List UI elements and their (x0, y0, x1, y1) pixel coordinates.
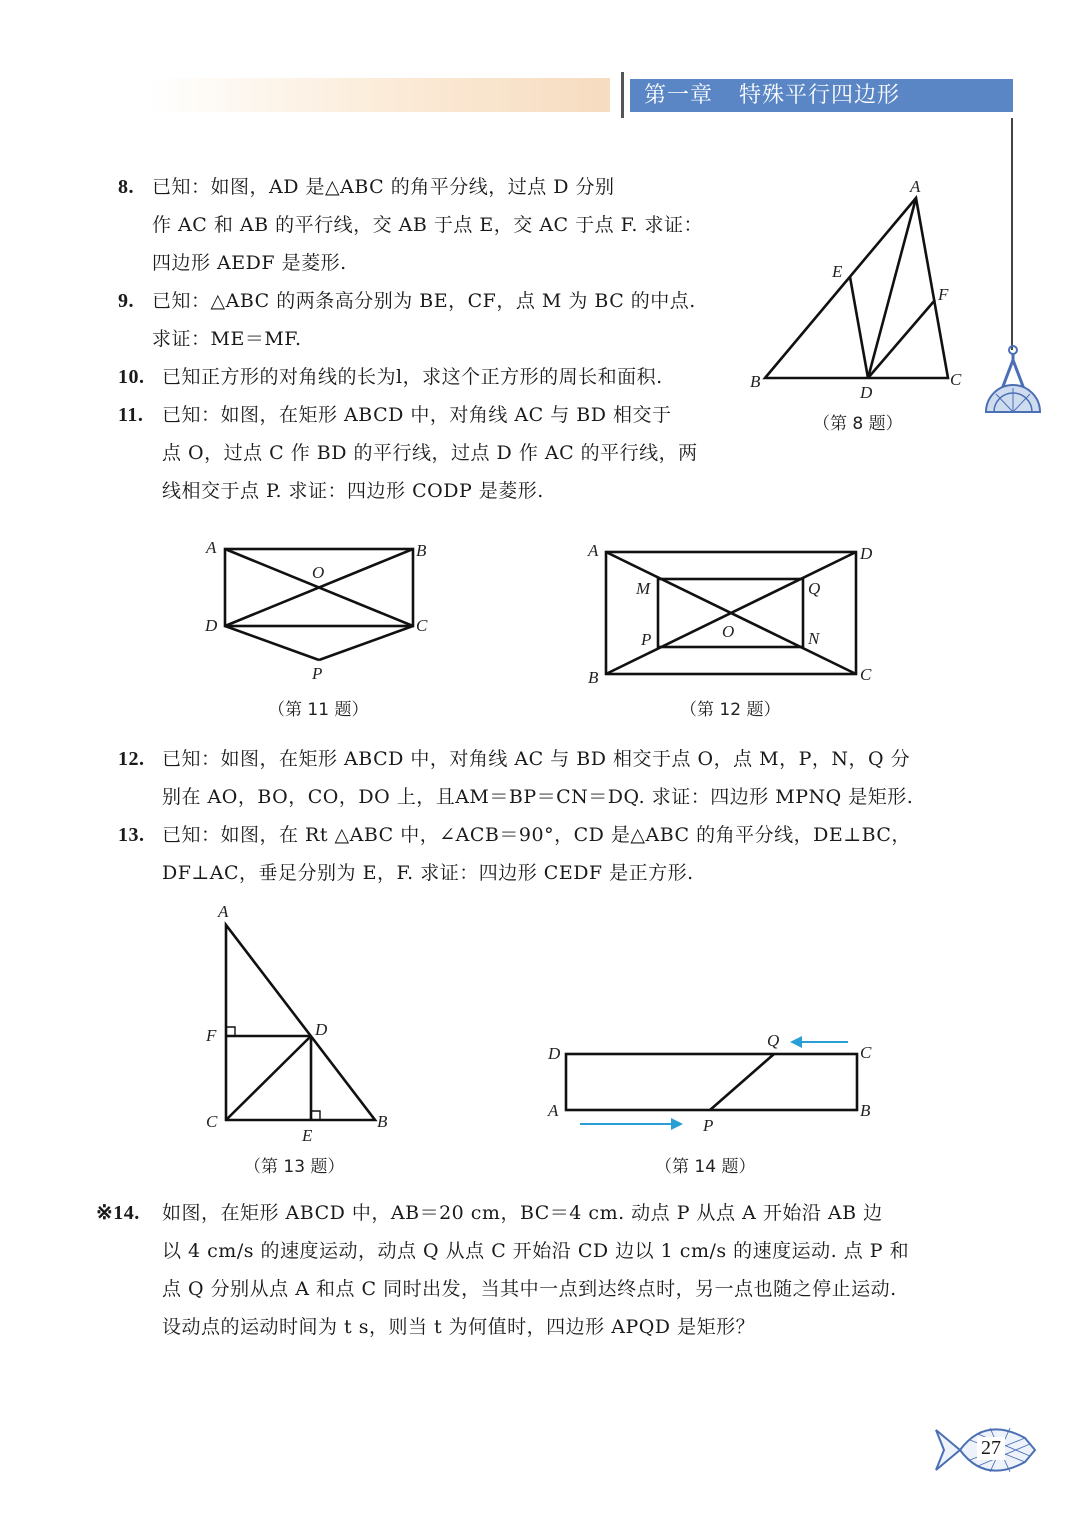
figure-11-caption: （第 11 题） (268, 700, 369, 720)
header-gradient-band (150, 78, 610, 112)
problem-text-line: 以 4 cm/s 的速度运动，动点 Q 从点 C 开始沿 CD 边以 1 cm/s 的速度运动. 点 P 和 (162, 1240, 910, 1262)
label-P: P (641, 630, 652, 649)
label-D: D (548, 1044, 561, 1063)
problem-text-line: 线相交于点 P. 求证：四边形 CODP 是菱形. (162, 480, 544, 502)
problem-text-line: 已知：如图，AD 是△ABC 的角平分线，过点 D 分别 (152, 176, 615, 198)
label-F: F (206, 1026, 217, 1045)
problem-text-line: DF⊥AC，垂足分别为 E，F. 求证：四边形 CEDF 是正方形. (162, 862, 694, 884)
problem-number: 10. (118, 366, 145, 388)
label-D: D (205, 616, 218, 635)
problem-number: ※14. (96, 1202, 140, 1224)
label-D: D (315, 1020, 328, 1039)
problem-text-line: 如图，在矩形 ABCD 中，AB＝20 cm，BC＝4 cm. 动点 P 从点 A 开始沿 AB 边 (162, 1202, 883, 1224)
label-B: B (750, 372, 761, 391)
label-A: A (548, 1101, 559, 1120)
arrow-right-icon (580, 1118, 683, 1130)
side-rule (1011, 118, 1013, 350)
label-D: D (860, 544, 873, 563)
figure-13-caption: （第 13 题） (244, 1157, 345, 1177)
label-E: E (832, 262, 843, 281)
label-A: A (206, 538, 217, 557)
problem-number: 8. (118, 176, 134, 198)
arrow-left-icon (790, 1036, 848, 1048)
label-P: P (312, 664, 323, 683)
label-C: C (860, 665, 872, 684)
label-B: B (416, 541, 427, 560)
chapter-number: 第一章 (644, 83, 714, 108)
problem-text-line: 点 O，过点 C 作 BD 的平行线，过点 D 作 AC 的平行线，两 (162, 442, 698, 464)
problem-text-line: 已知：△ABC 的两条高分别为 BE，CF，点 M 为 BC 的中点. (152, 290, 696, 312)
problem-number: 12. (118, 748, 145, 770)
header-divider (621, 72, 624, 118)
label-A: A (218, 902, 229, 921)
label-B: B (377, 1112, 388, 1131)
label-D: D (860, 383, 873, 402)
label-O: O (312, 563, 325, 582)
problem-text-line: 求证：ME＝MF. (152, 328, 302, 350)
problem-number: 13. (118, 824, 145, 846)
problem-text-line: 设动点的运动时间为 t s，则当 t 为何值时，四边形 APQD 是矩形？ (162, 1316, 756, 1338)
label-O: O (722, 622, 735, 641)
compass-protractor-icon (982, 342, 1044, 416)
label-M: M (636, 579, 651, 598)
page-number: 27 (977, 1437, 1005, 1460)
label-Q: Q (808, 579, 821, 598)
label-N: N (808, 629, 820, 648)
label-C: C (416, 616, 428, 635)
label-Q: Q (767, 1031, 780, 1050)
label-P: P (703, 1116, 714, 1135)
label-C: C (950, 370, 962, 389)
problem-text-line: 已知：如图，在 Rt △ABC 中，∠ACB＝90°，CD 是△ABC 的角平分线，DE⊥BC， (162, 824, 911, 846)
label-A: A (910, 177, 921, 196)
figure-13 (195, 898, 395, 1148)
problem-number: 11. (118, 404, 144, 426)
label-C: C (206, 1112, 218, 1131)
problem-text-line: 已知：如图，在矩形 ABCD 中，对角线 AC 与 BD 相交于 (162, 404, 672, 426)
problem-text-line: 已知：如图，在矩形 ABCD 中，对角线 AC 与 BD 相交于点 O，点 M，P，N，Q 分 (162, 748, 911, 770)
figure-8 (740, 172, 980, 402)
problem-text-line: 点 Q 分别从点 A 和点 C 同时出发，当其中一点到达终点时，另一点也随之停止运动. (162, 1278, 897, 1300)
problem-number: 9. (118, 290, 134, 312)
figure-12 (580, 535, 880, 690)
figure-8-caption: （第 8 题） (813, 414, 903, 434)
label-B: B (860, 1101, 871, 1120)
figure-14-caption: （第 14 题） (655, 1157, 756, 1177)
problem-text-line: 作 AC 和 AB 的平行线，交 AB 于点 E，交 AC 于点 F. 求证： (152, 214, 703, 236)
problem-text-line: 已知正方形的对角线的长为l，求这个正方形的周长和面积. (162, 366, 663, 388)
label-E: E (302, 1126, 313, 1145)
figure-12-caption: （第 12 题） (680, 700, 781, 720)
label-F: F (938, 285, 949, 304)
problem-text-line: 四边形 AEDF 是菱形. (152, 252, 347, 274)
figure-11 (195, 535, 440, 685)
problem-text-line: 别在 AO，BO，CO，DO 上，且AM＝BP＝CN＝DQ. 求证：四边形 MPNQ 是矩形. (162, 786, 914, 808)
label-C: C (860, 1043, 872, 1062)
chapter-title-bar (630, 79, 1013, 112)
figure-14 (540, 1025, 880, 1140)
chapter-title: 特殊平行四边形 (739, 83, 901, 108)
label-B: B (588, 668, 599, 687)
label-A: A (588, 541, 599, 560)
